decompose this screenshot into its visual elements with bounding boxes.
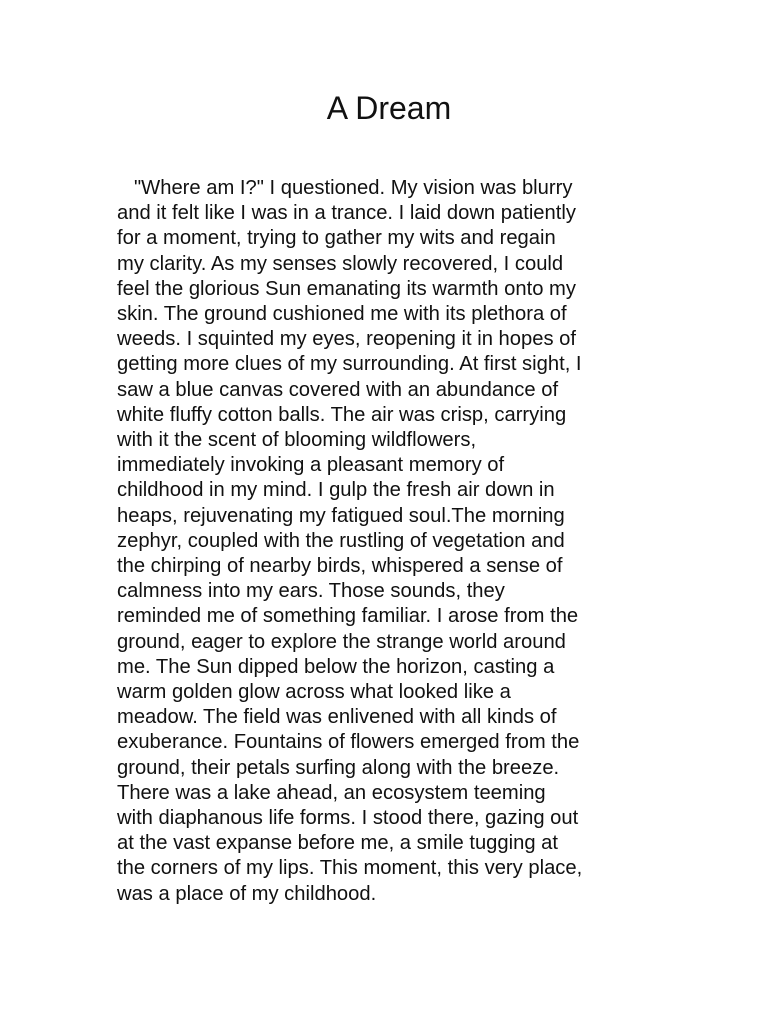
paragraph-line: was a place of my childhood. xyxy=(117,882,377,905)
paragraph-line: the chirping of nearby birds, whispered a sense of xyxy=(117,555,563,578)
paragraph-line: feel the glorious Sun emanating its warmth onto my xyxy=(117,277,576,300)
paragraph-line: warm golden glow across what looked like a xyxy=(117,681,511,704)
paragraph-line: reminded me of something familiar. I arose from the xyxy=(117,605,579,628)
paragraph-line: meadow. The field was enlivened with all kinds of xyxy=(117,706,557,729)
paragraph-line: me. The Sun dipped below the horizon, casting a xyxy=(117,655,555,678)
paragraph-line: There was a lake ahead, an ecosystem teeming xyxy=(117,781,546,804)
paragraph-line: my clarity. As my senses slowly recovered, I could xyxy=(117,252,564,275)
paragraph-line: childhood in my mind. I gulp the fresh air down in xyxy=(117,479,555,502)
paragraph-line: skin. The ground cushioned me with its plethora of xyxy=(117,303,567,326)
paragraph-line: the corners of my lips. This moment, this very place, xyxy=(117,857,583,880)
paragraph-line: with it the scent of blooming wildflowers, xyxy=(117,429,477,452)
paragraph-line: getting more clues of my surrounding. At first sight, I xyxy=(117,353,582,376)
paragraph-line: and it felt like I was in a trance. I laid down patiently xyxy=(117,202,576,225)
paragraph-line: for a moment, trying to gather my wits and regain xyxy=(117,227,556,250)
paragraph-line: white fluffy cotton balls. The air was crisp, carrying xyxy=(117,403,567,426)
paragraph-line: exuberance. Fountains of flowers emerged from the xyxy=(117,731,580,754)
paragraph-line: with diaphanous life forms. I stood there, gazing out xyxy=(117,807,579,830)
paragraph-line: calmness into my ears. Those sounds, they xyxy=(117,580,505,603)
paragraph-line: at the vast expanse before me, a smile tugging at xyxy=(117,832,559,855)
paragraph-line: weeds. I squinted my eyes, reopening it in hopes of xyxy=(117,328,576,351)
paragraph-line: ground, their petals surfing along with the breeze. xyxy=(117,756,560,779)
story-paragraph xyxy=(117,176,657,907)
paragraph-line: zephyr, coupled with the rustling of vegetation and xyxy=(117,529,565,552)
paragraph-line: immediately invoking a pleasant memory of xyxy=(117,454,505,477)
paragraph-line: ground, eager to explore the strange world around xyxy=(117,630,566,653)
paragraph-line: "Where am I?" I questioned. My vision was blurry xyxy=(134,177,573,199)
document-title: A Dream xyxy=(326,90,452,126)
paragraph-line: heaps, rejuvenating my fatigued soul.The morning xyxy=(117,504,565,527)
paragraph-line: saw a blue canvas covered with an abundance of xyxy=(117,378,559,401)
